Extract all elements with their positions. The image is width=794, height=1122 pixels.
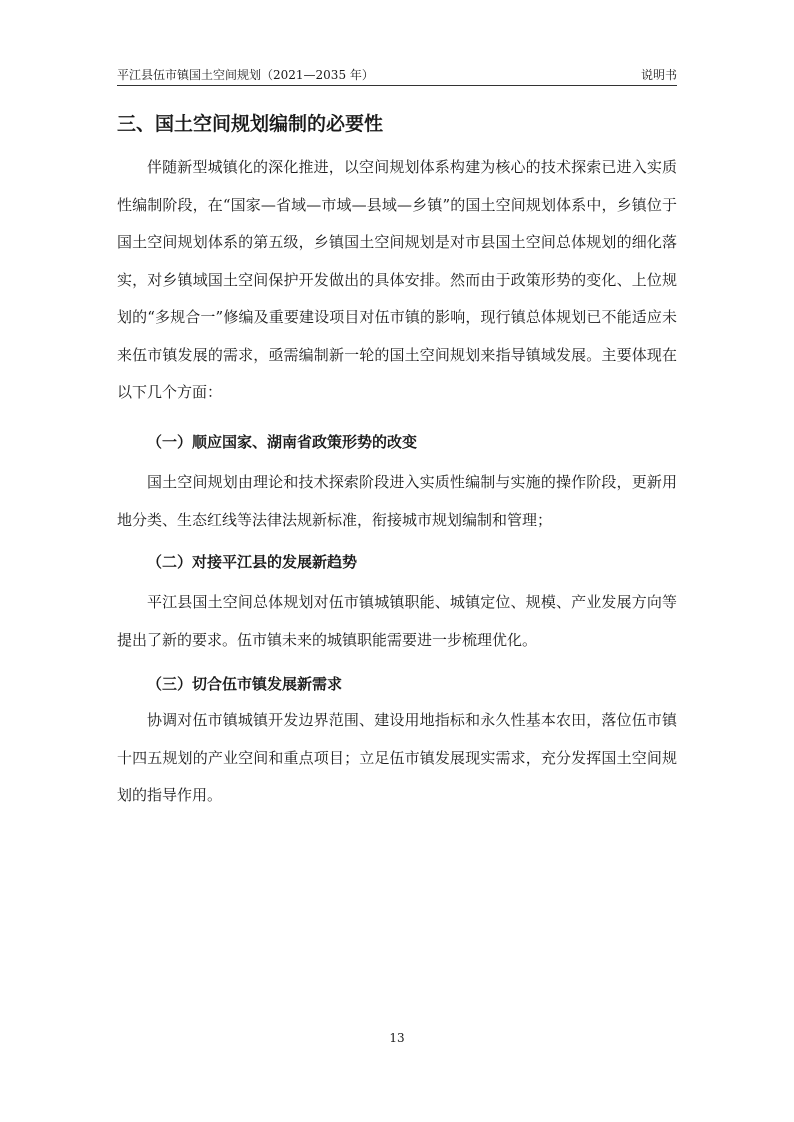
subsection-body-2: 平江县国土空间总体规划对伍市镇城镇职能、城镇定位、规模、产业发展方向等提出了新的要求。伍市镇未来的城镇职能需要进一步梳理优化。: [117, 593, 677, 649]
page-number: 13: [389, 1031, 405, 1045]
subsection-heading-2: （二）对接平江县的发展新趋势: [147, 553, 358, 571]
intro-paragraph: 伴随新型城镇化的深化推进，以空间规划体系构建为核心的技术探索已进入实质性编制阶段，在“国家—省域—市域—县域—乡镇”的国土空间规划体系中，乡镇位于国土空间规划体系的第五级，乡镇国土空间规划是对市县国土空间总体规划的细化落实，对乡镇域国土空间保护开发做出的具体安排。然而由于政策形势的变化、上位规划的“多规合一”修编及重要建设项目对伍市镇的影响，现行镇总体规划已不能适应未来伍市镇发展的需求，亟需编制新一轮的国土空间规划来指导镇域发展。主要体现在以下几个方面：: [117, 158, 677, 401]
section-title: 三、国土空间规划编制的必要性: [117, 113, 384, 135]
header-document-type: 说明书: [640, 68, 677, 82]
subsection-body-1: 国土空间规划由理论和技术探索阶段进入实质性编制与实施的操作阶段，更新用地分类、生态红线等法律法规新标准，衔接城市规划编制和管理；: [117, 473, 677, 529]
running-header: [117, 66, 677, 84]
header-divider: [117, 85, 677, 86]
header-document-title: 平江县伍市镇国土空间规划（2021—2035 年）: [117, 68, 374, 82]
subsection-body-3: 协调对伍市镇城镇开发边界范围、建设用地指标和永久性基本农田，落位伍市镇十四五规划的产业空间和重点项目；立足伍市镇发展现实需求，充分发挥国土空间规划的指导作用。: [117, 711, 677, 804]
subsection-heading-1: （一）顺应国家、湖南省政策形势的改变: [147, 433, 418, 451]
subsection-heading-3: （三）切合伍市镇发展新需求: [147, 675, 343, 693]
